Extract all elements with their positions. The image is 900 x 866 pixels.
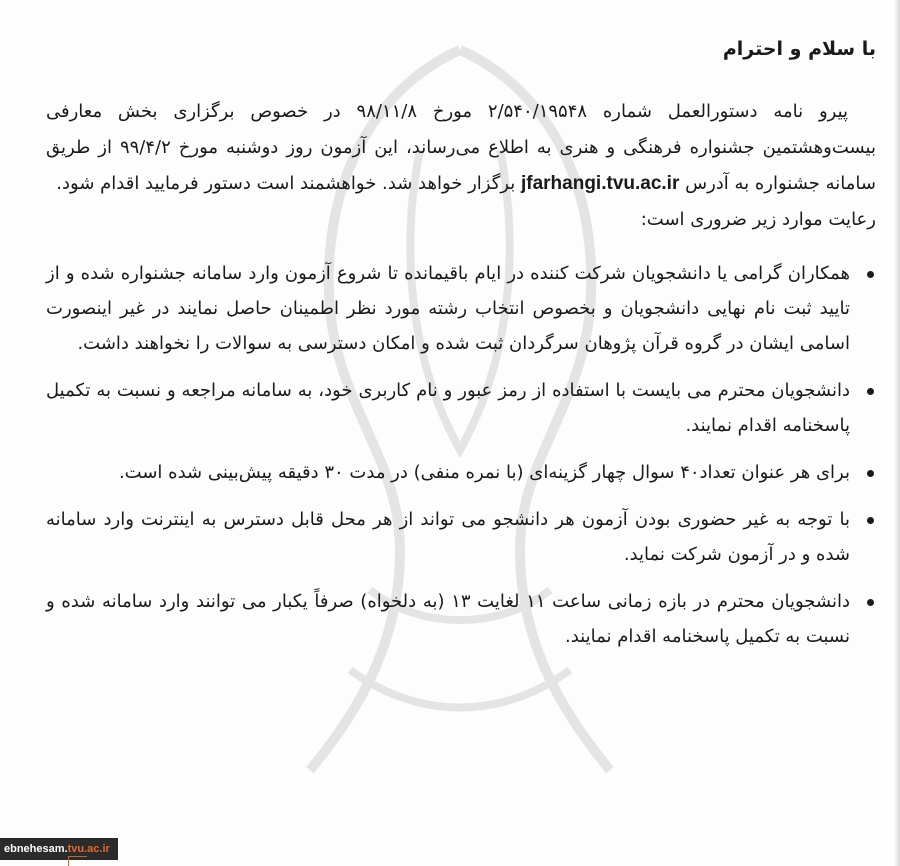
list-item [46,502,876,572]
bullet-icon [867,517,874,524]
requirements-list [46,256,876,654]
list-item [46,455,876,490]
logo-text-main: ebnehesam. [4,843,68,855]
list-item-text: دانشجویان محترم می بایست با استفاده از رمز عبور و نام کاربری خود، به سامانه مراجعه و نسبت به تکمیل پاسخنامه اقدام نمایند. [46,380,850,436]
bullet-icon [867,599,874,606]
letter-body [46,28,876,666]
greeting: با سلام و احترام [722,38,876,60]
bullet-icon [867,470,874,477]
requirements-note: رعایت موارد زیر ضروری است: [640,209,876,230]
logo-bracket-decoration [68,856,87,866]
intro-paragraph [46,94,876,202]
list-item-text: دانشجویان محترم در بازه زمانی ساعت ۱۱ لغایت ۱۳ (به دلخواه) صرفاً یکبار می توانند وارد سامانه شده و نسبت به تکمیل پاسخنامه اقدام نمایند. [46,591,851,647]
list-item [46,584,876,654]
list-item-text: با توجه به غیر حضوری بودن آزمون هر دانشجو می تواند از هر محل قابل دسترس به اینترنت وارد سامانه شده و در آزمون شرکت نماید. [46,509,850,565]
bullet-icon [867,388,874,395]
bullet-icon [867,271,874,278]
intro-text-end: برگزار خواهد شد. خواهشمند است دستور فرمایید اقدام شود. [56,173,516,194]
list-item [46,256,876,361]
scan-edge-shadow [894,0,900,866]
list-item [46,373,876,443]
festival-url-link[interactable]: jfarhangi.tvu.ac.ir [520,173,680,194]
intro-text-start: پیرو نامه دستورالعمل شماره ۲/۵۴۰/۱۹۵۴۸ مورخ ۹۸/۱۱/۸ در خصوص برگزاری بخش معارفی بیست‌وهشتمین جشنواره فرهنگی و هنری به اطلاع می‌رساند، این آزمون روز دوشنبه مورخ ۹۹/۴/۲ از طریق سامانه جشنواره به آدرس [46,101,877,194]
logo-text-accent: tvu.ac.ir [67,843,110,855]
site-logo [0,838,118,860]
list-item-text: همکاران گرامی یا دانشجویان شرکت کننده در ایام باقیمانده تا شروع آزمون وارد سامانه جشنواره شده و از تایید ثبت نام نهایی دانشجویان و بخصوص انتخاب رشته مورد نظر اطمینان حاصل نمایند در غیر اینصورت اسامی ایشان در گروه قرآن پژوهان سرگردان ثبت شده و امکان دسترسی به سوالات را نخواهند داشت. [46,263,850,354]
list-item-text: برای هر عنوان تعداد۴۰ سوال چهار گزینه‌ای (با نمره منفی) در مدت ۳۰ دقیقه پیش‌بینی شده است. [118,462,850,483]
